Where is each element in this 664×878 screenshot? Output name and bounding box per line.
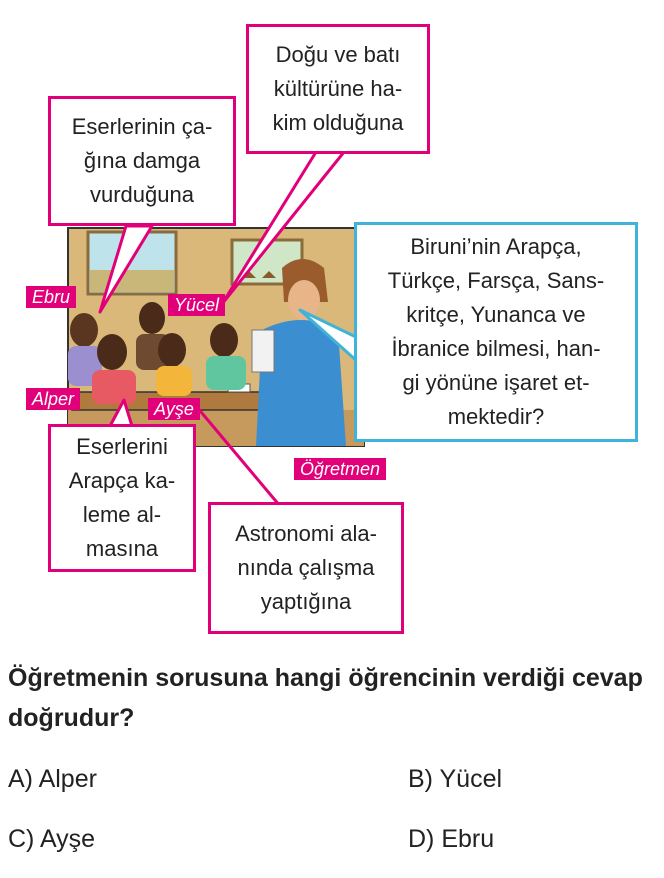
option-a[interactable]: A) Alper: [8, 765, 97, 793]
name-tag-yucel: Yücel: [168, 294, 225, 316]
window-left-landscape: [90, 270, 174, 292]
speech-bubble-ayse: [208, 502, 404, 634]
speech-text-teacher: Biruni’nin Arapça, Türkçe, Farsça, Sans- kritçe, Yunanca ve İbranice bilmesi, han- gi yönüne işaret et- mektedir?: [387, 234, 605, 429]
name-tag-ebru: Ebru: [26, 286, 76, 308]
speech-bubble-ebru: [48, 96, 236, 226]
speech-text-alper: Eserlerini Arapça ka- leme al- masına: [68, 434, 176, 561]
name-tag-ayse: Ayşe: [148, 398, 200, 420]
option-b[interactable]: B) Yücel: [408, 765, 503, 793]
name-tag-teacher: Öğretmen: [294, 458, 386, 480]
option-c[interactable]: C) Ayşe: [8, 825, 96, 853]
speech-bubble-alper: [48, 424, 196, 572]
option-d[interactable]: D) Ebru: [408, 825, 495, 853]
speech-bubble-yucel: [246, 24, 430, 154]
question-text: Öğretmenin sorusuna hangi öğrencinin verdiği cevap doğrudur?: [8, 664, 643, 732]
name-tag-alper: Alper: [26, 388, 80, 410]
speech-bubble-teacher: [354, 222, 638, 442]
speech-text-ebru: Eserlerinin ça- ğına damga vurduğuna: [71, 114, 213, 207]
speech-text-yucel: Doğu ve batı kültürüne ha- kim olduğuna: [272, 42, 404, 135]
speech-text-ayse: Astronomi ala- nında çalışma yaptığına: [235, 521, 377, 614]
